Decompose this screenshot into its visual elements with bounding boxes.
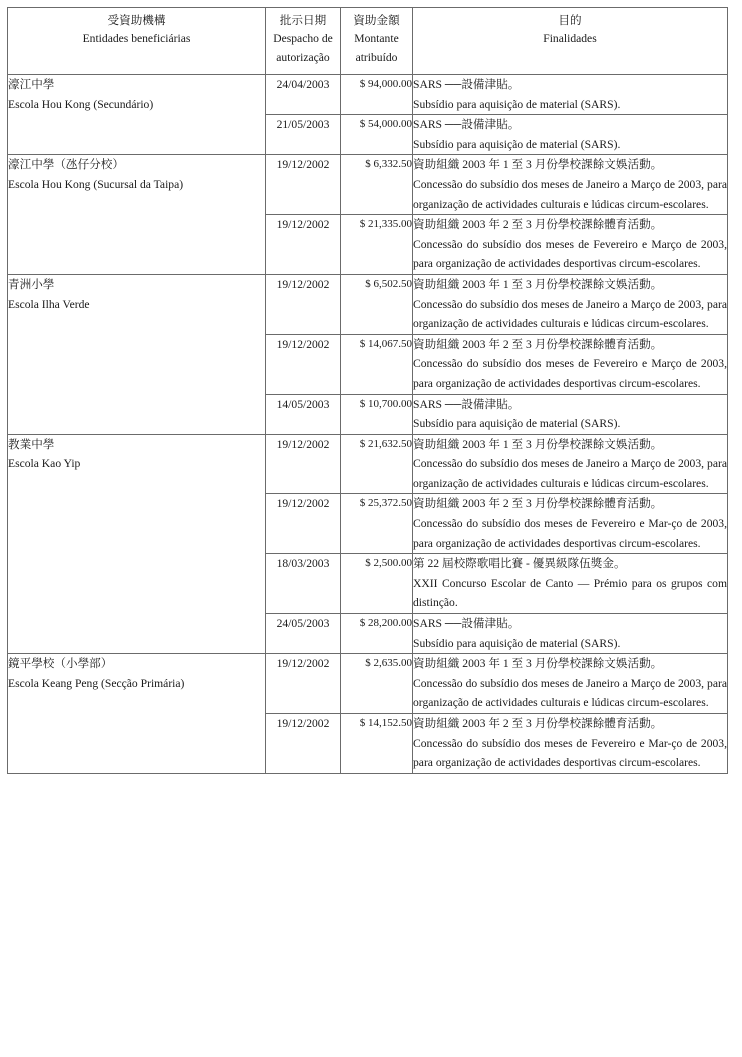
grant-purpose [413,334,728,394]
header-date [266,8,341,75]
grant-date: 19/12/2002 [266,155,341,215]
grant-purpose [413,614,728,654]
entity-cell [8,434,266,654]
grant-date: 19/12/2002 [266,215,341,275]
grant-purpose-zh: SARS ──設備津貼。 [413,118,520,132]
entity-name-zh: 濠江中學 [8,78,55,91]
entity-name-zh: 鏡平學校（小學部） [8,657,113,671]
header-amount-zh: 資助金額 [353,14,400,27]
grant-amount: $ 14,067.50 [341,334,413,394]
grant-date: 19/12/2002 [266,334,341,394]
grant-purpose [413,155,728,215]
header-purpose [413,8,728,75]
entity-cell [8,155,266,275]
grant-amount: $ 10,700.00 [341,394,413,434]
grant-purpose-zh: 資助組織 2003 年 1 至 3 月份學校課餘文娛活動。 [413,657,663,671]
grant-purpose-zh: SARS ──設備津貼。 [413,617,520,631]
header-amount-pt1: Montante [354,32,399,46]
grant-purpose [413,434,728,494]
grant-date: 19/12/2002 [266,714,341,774]
grant-amount: $ 21,335.00 [341,215,413,275]
entity-name-pt: Escola Keang Peng (Secção Primária) [8,676,185,690]
grant-amount: $ 25,372.50 [341,494,413,554]
grants-table [7,7,728,774]
grant-purpose-zh: SARS ──設備津貼。 [413,397,520,411]
grant-amount: $ 21,632.50 [341,434,413,494]
grant-purpose-pt: XXII Concurso Escolar de Canto — Prémio para os grupos com distinção. [413,576,727,610]
grant-purpose [413,274,728,334]
grant-date: 24/05/2003 [266,614,341,654]
grant-purpose-pt: Concessão do subsídio dos meses de Janeiro a Março de 2003, para organização de actividades culturais e lúdicas circum-escolares. [413,177,727,211]
header-date-pt2: autorização [276,50,330,64]
header-amount [341,8,413,75]
header-entity-zh: 受資助機構 [107,14,166,27]
grant-purpose-pt: Subsídio para aquisição de material (SARS). [413,417,621,431]
table-row [8,274,728,334]
grant-date: 14/05/2003 [266,394,341,434]
entity-name-pt: Escola Hou Kong (Sucursal da Taipa) [8,177,184,191]
grant-purpose-zh: 資助組織 2003 年 2 至 3 月份學校課餘體育活動。 [413,717,663,730]
grant-purpose-zh: 資助組織 2003 年 1 至 3 月份學校課餘文娛活動。 [413,437,663,451]
entity-name-pt: Escola Kao Yip [8,457,81,471]
grant-purpose-pt: Concessão do subsídio dos meses de Fevereiro e Março de 2003, para organização de actividades desportivas circum-escolares. [413,237,727,271]
grant-amount: $ 6,332.50 [341,155,413,215]
table-row [8,434,728,494]
header-amount-pt2: atribuído [355,50,398,64]
grant-date: 18/03/2003 [266,554,341,614]
table-body [8,75,728,774]
grant-purpose-zh: 資助組織 2003 年 2 至 3 月份學校課餘體育活動。 [413,337,663,351]
grant-amount: $ 28,200.00 [341,614,413,654]
entity-name-zh: 濠江中學（氹仔分校） [8,158,124,172]
grant-amount: $ 6,502.50 [341,274,413,334]
grant-purpose-pt: Concessão do subsídio dos meses de Janeiro a Março de 2003, para organização de actividades culturais e lúdicas circum-escolares. [413,676,727,710]
grant-purpose-zh: SARS ──設備津貼。 [413,78,520,91]
grant-amount: $ 2,500.00 [341,554,413,614]
grant-purpose-pt: Concessão do subsídio dos meses de Fevereiro e Mar-ço de 2003, para organização de actividades desportivas circum-escolares. [413,736,727,770]
grant-purpose-zh: 資助組織 2003 年 2 至 3 月份學校課餘體育活動。 [413,218,663,232]
grant-purpose-pt: Concessão do subsídio dos meses de Janeiro a Março de 2003, para organização de actividades culturais e lúdicas circum-escolares. [413,457,727,490]
grant-date: 19/12/2002 [266,494,341,554]
grant-purpose-pt: Concessão do subsídio dos meses de Janeiro a Março de 2003, para organização de actividades culturais e lúdicas circum-escolares. [413,297,727,331]
grant-purpose-pt: Subsídio para aquisição de material (SARS). [413,636,621,650]
grant-purpose [413,394,728,434]
grant-purpose [413,494,728,554]
header-date-zh: 批示日期 [279,14,327,27]
header-purpose-zh: 目的 [558,14,582,27]
grant-purpose [413,554,728,614]
grant-purpose-pt: Subsídio para aquisição de material (SARS). [413,97,621,111]
grant-purpose-pt: Subsídio para aquisição de material (SARS). [413,137,621,151]
header-entity [8,8,266,75]
grant-date: 24/04/2003 [266,75,341,115]
grant-purpose [413,714,728,774]
table-row [8,654,728,714]
table-row [8,155,728,215]
grant-purpose-zh: 資助組織 2003 年 1 至 3 月份學校課餘文娛活動。 [413,158,663,172]
entity-name-pt: Escola Hou Kong (Secundário) [8,97,154,111]
table-row [8,75,728,115]
grant-purpose-zh: 第 22 屆校際歌唱比賽 - 優異級隊伍獎金。 [413,557,626,571]
entity-cell [8,654,266,774]
grant-purpose [413,115,728,155]
header-purpose-pt: Finalidades [543,32,597,46]
grant-purpose-zh: 資助組織 2003 年 1 至 3 月份學校課餘文娛活動。 [413,277,663,291]
header-row [8,8,728,75]
grant-purpose-pt: Concessão do subsídio dos meses de Fevereiro e Mar-ço de 2003, para organização de actividades desportivas circum-escolares. [413,517,727,550]
grant-purpose-pt: Concessão do subsídio dos meses de Fevereiro e Março de 2003, para organização de actividades desportivas circum-escolares. [413,357,727,390]
entity-cell [8,75,266,155]
header-date-pt1: Despacho de [273,32,333,46]
entity-name-zh: 教業中學 [8,437,55,451]
grant-amount: $ 2,635.00 [341,654,413,714]
grant-purpose [413,215,728,275]
header-entity-pt: Entidades beneficiárias [82,32,191,46]
entity-name-pt: Escola Ilha Verde [8,297,90,311]
entity-name-zh: 青洲小學 [8,277,55,291]
grant-amount: $ 14,152.50 [341,714,413,774]
grant-purpose [413,75,728,115]
grant-date: 21/05/2003 [266,115,341,155]
grant-purpose [413,654,728,714]
grant-amount: $ 54,000.00 [341,115,413,155]
grant-date: 19/12/2002 [266,654,341,714]
grant-date: 19/12/2002 [266,434,341,494]
grant-date: 19/12/2002 [266,274,341,334]
entity-cell [8,274,266,434]
grant-purpose-zh: 資助組織 2003 年 2 至 3 月份學校課餘體育活動。 [413,497,663,511]
grant-amount: $ 94,000.00 [341,75,413,115]
